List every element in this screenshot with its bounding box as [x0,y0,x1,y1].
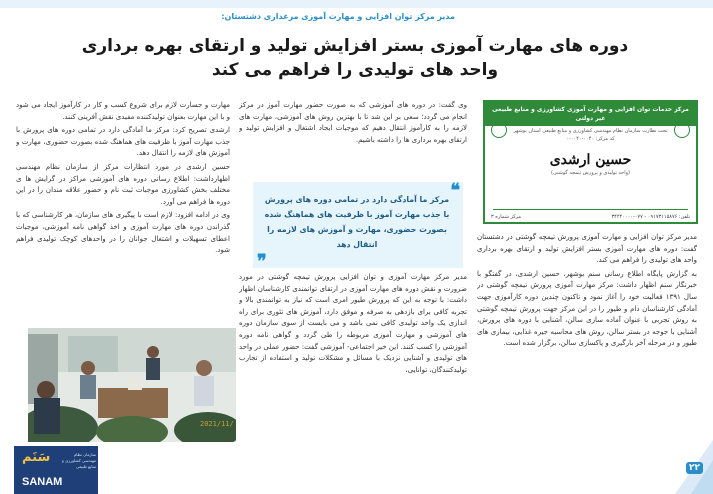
paragraph: حسین ارشدی در مورد انتظارات مرکز از سازمان نظام مهندسی اظهارداشت: اطلاع رسانی دوره های آموزشی مراکز در گرایش ها ی مختلف بخش کشاورزی موجبات ثبت نام و حضور علاقه مندان را در این دوره ها فراهم می آورد. [16,162,230,206]
paragraph: وی گفت: در دوره های آموزشی که به صورت حضور مهارت آموز در مرکز انجام می گردد؛ سعی بر این شد تا با بهترین روش های آموزشی، مهارت های لازمه را به کارآموز انتقال دهیم که موجبات ایجاد اشتغال و افزایش تولید و ارتقای بهره برداری ها را داشته باشیم. [239,101,467,144]
photo-timestamp: 2021/11/ [200,420,234,428]
title-line-1: دوره های مهارت آموزی بستر افزایش تولید و ارتقای بهره برداری [81,36,629,56]
emblem-icon [674,122,690,138]
logo-tagline: سازمان نظام مهندسی کشاورزی و منابع طبیعی [61,452,96,469]
certificate-image [483,100,698,224]
certificate-divider [493,209,688,210]
emblem-icon [491,122,507,138]
quote-close-icon: ❞ [257,251,267,272]
column-middle-top [239,100,467,180]
certificate-role: (واحد تولیدی و پرورش تیمچه گوشتی) [551,170,630,176]
paragraph: مهارت و جسارت لازم برای شروع کسب و کار در کارآموز ایجاد می شود و با این مهارت بعنوان تولیدکننده مفیدی نقش آفرینی کنند. [16,101,230,121]
certificate-name: حسین ارشدی [549,152,632,168]
sanam-logo [14,446,98,494]
corner-decoration [655,430,713,494]
certificate-header: مرکز خدمات توان افزایی و مهارت آموزی کشاورزی و منابع طبیعی غیر دولتی [485,102,696,126]
certificate-contact: تلفن: ۰۹۱۷۳۱۱۵۸۷۶ - ۰۷۷-۳۴۴۴۰۰۰۰ [611,214,690,220]
certificate-subheader: تحت نظارت سازمان نظام مهندسی کشاورزی و منابع طبیعی استان بوشهر [513,128,668,134]
paragraph: مدیر مرکز توان افزایی و مهارت آموزی پرورش تیمچه گوشتی در دشتستان گفت: دوره های مهارت آموزی بستر افزایش تولید و ارتقای بهره برداری واحد های تولیدی را فراهم می کند. [477,233,697,265]
paragraph: به گزارش پایگاه اطلاع رسانی سنم بوشهر، حسین ارشدی، در گفتگو با خبرنگار سنم اظهار داشت: مرکز مهارت آموزی پرورش تیمچه گوشتی در سال ۱۳۹۱ فعالیت خود را آغاز نمود و تاکنون چندین دوره کارآموزی جهت آمادگی کارشناسان دام و طیور را در این مرکز جهت پرورش تیمچه گوشتی به روش تجربی با عنوان آماده سازی سالن، آشنایی با دوره های پرورش، آشنایی با جوجه در بستر سالن، روش های محاسبه جیره غذایی، بیماری های طیور و در مرحله آخر بارگیری و پاکسازی سالن، برگزار شده است. [477,269,697,348]
pull-quote-text: مرکز ما آمادگی دارد در تمامی دوره های پرورش با جذب مهارت آموز با ظرفیت های هماهنگ شده بصورت حضوری، مهارت و آموزش های لازمه را انتقال دهد [264,195,450,249]
certificate-label: مرکز شماره ۳ [491,214,522,220]
pull-quote-box [253,180,463,272]
logo-english-text: SANAM [22,476,63,488]
article-kicker: مدیر مرکز توان افزایی و مهارت آموزی مرغداری دشتستان: [221,12,455,21]
title-line-2: واحد های تولیدی را فراهم می کند [211,60,499,80]
paragraph: وی در ادامه افزود: لازم است با پیگیری های سازمان، هر کارشناسی که با گذراندن دوره های مهارت آموزی و اخذ گواهی نامه آموزشی، موجبات اعطای تسهیلات و اشتغال جوانان را در واحدهای کوچک تولیدی فراهم شود. [16,211,230,255]
top-band [0,0,713,8]
certificate-code: کد مرکز: ۰۰۴۰-۰۰۴۰-۰ [566,136,615,142]
logo-persian-text: سَنَم [22,450,51,465]
paragraph: ارشدی تصریح کرد: مرکز ما آمادگی دارد در تمامی دوره های پرورش با جذب مهارت آموز با ظرفیت های هماهنگ شده بصورت حضوری، مهارت و آموزش های لازمه را انتقال دهد. [16,126,230,158]
column-middle-bottom [239,272,467,480]
column-left [16,100,230,322]
certificate-footer [491,214,690,220]
page-number: ۲۲ [686,462,703,474]
article-title [25,34,685,82]
quote-open-icon: ❝ [450,180,460,201]
paragraph: مدیر مرکز مهارت آموزی و توان افزایی پرورش تیمچه گوشتی در مورد ضرورت و نقش دوره های مهارت آموزی در ارتقای توانمندی کارشناسان اظهار داشت: با توجه به این که پرورش طیور امری است که نیاز به توانمندی بالا و تجربه کافی برای بازدهی به صرفه و موفق دارد، آموزش های تئوری برای راه اندازی یک واحد تولیدی کافی نمی باشد و می بایست از سوی سازمان دوره های آموزشی و مهارت آموزی مربوطه را طی گردد و گواهی نامه دوره آموزشی را کسب کنند. این خیر اجتماعی- آموزشی گفت: حضور عملی در واحد های تولیدی و آشنایی نزدیک با مسائل و مشکلات تولید و استفاده از تجارب تولیدکنندگان، توانایی، [239,273,467,374]
